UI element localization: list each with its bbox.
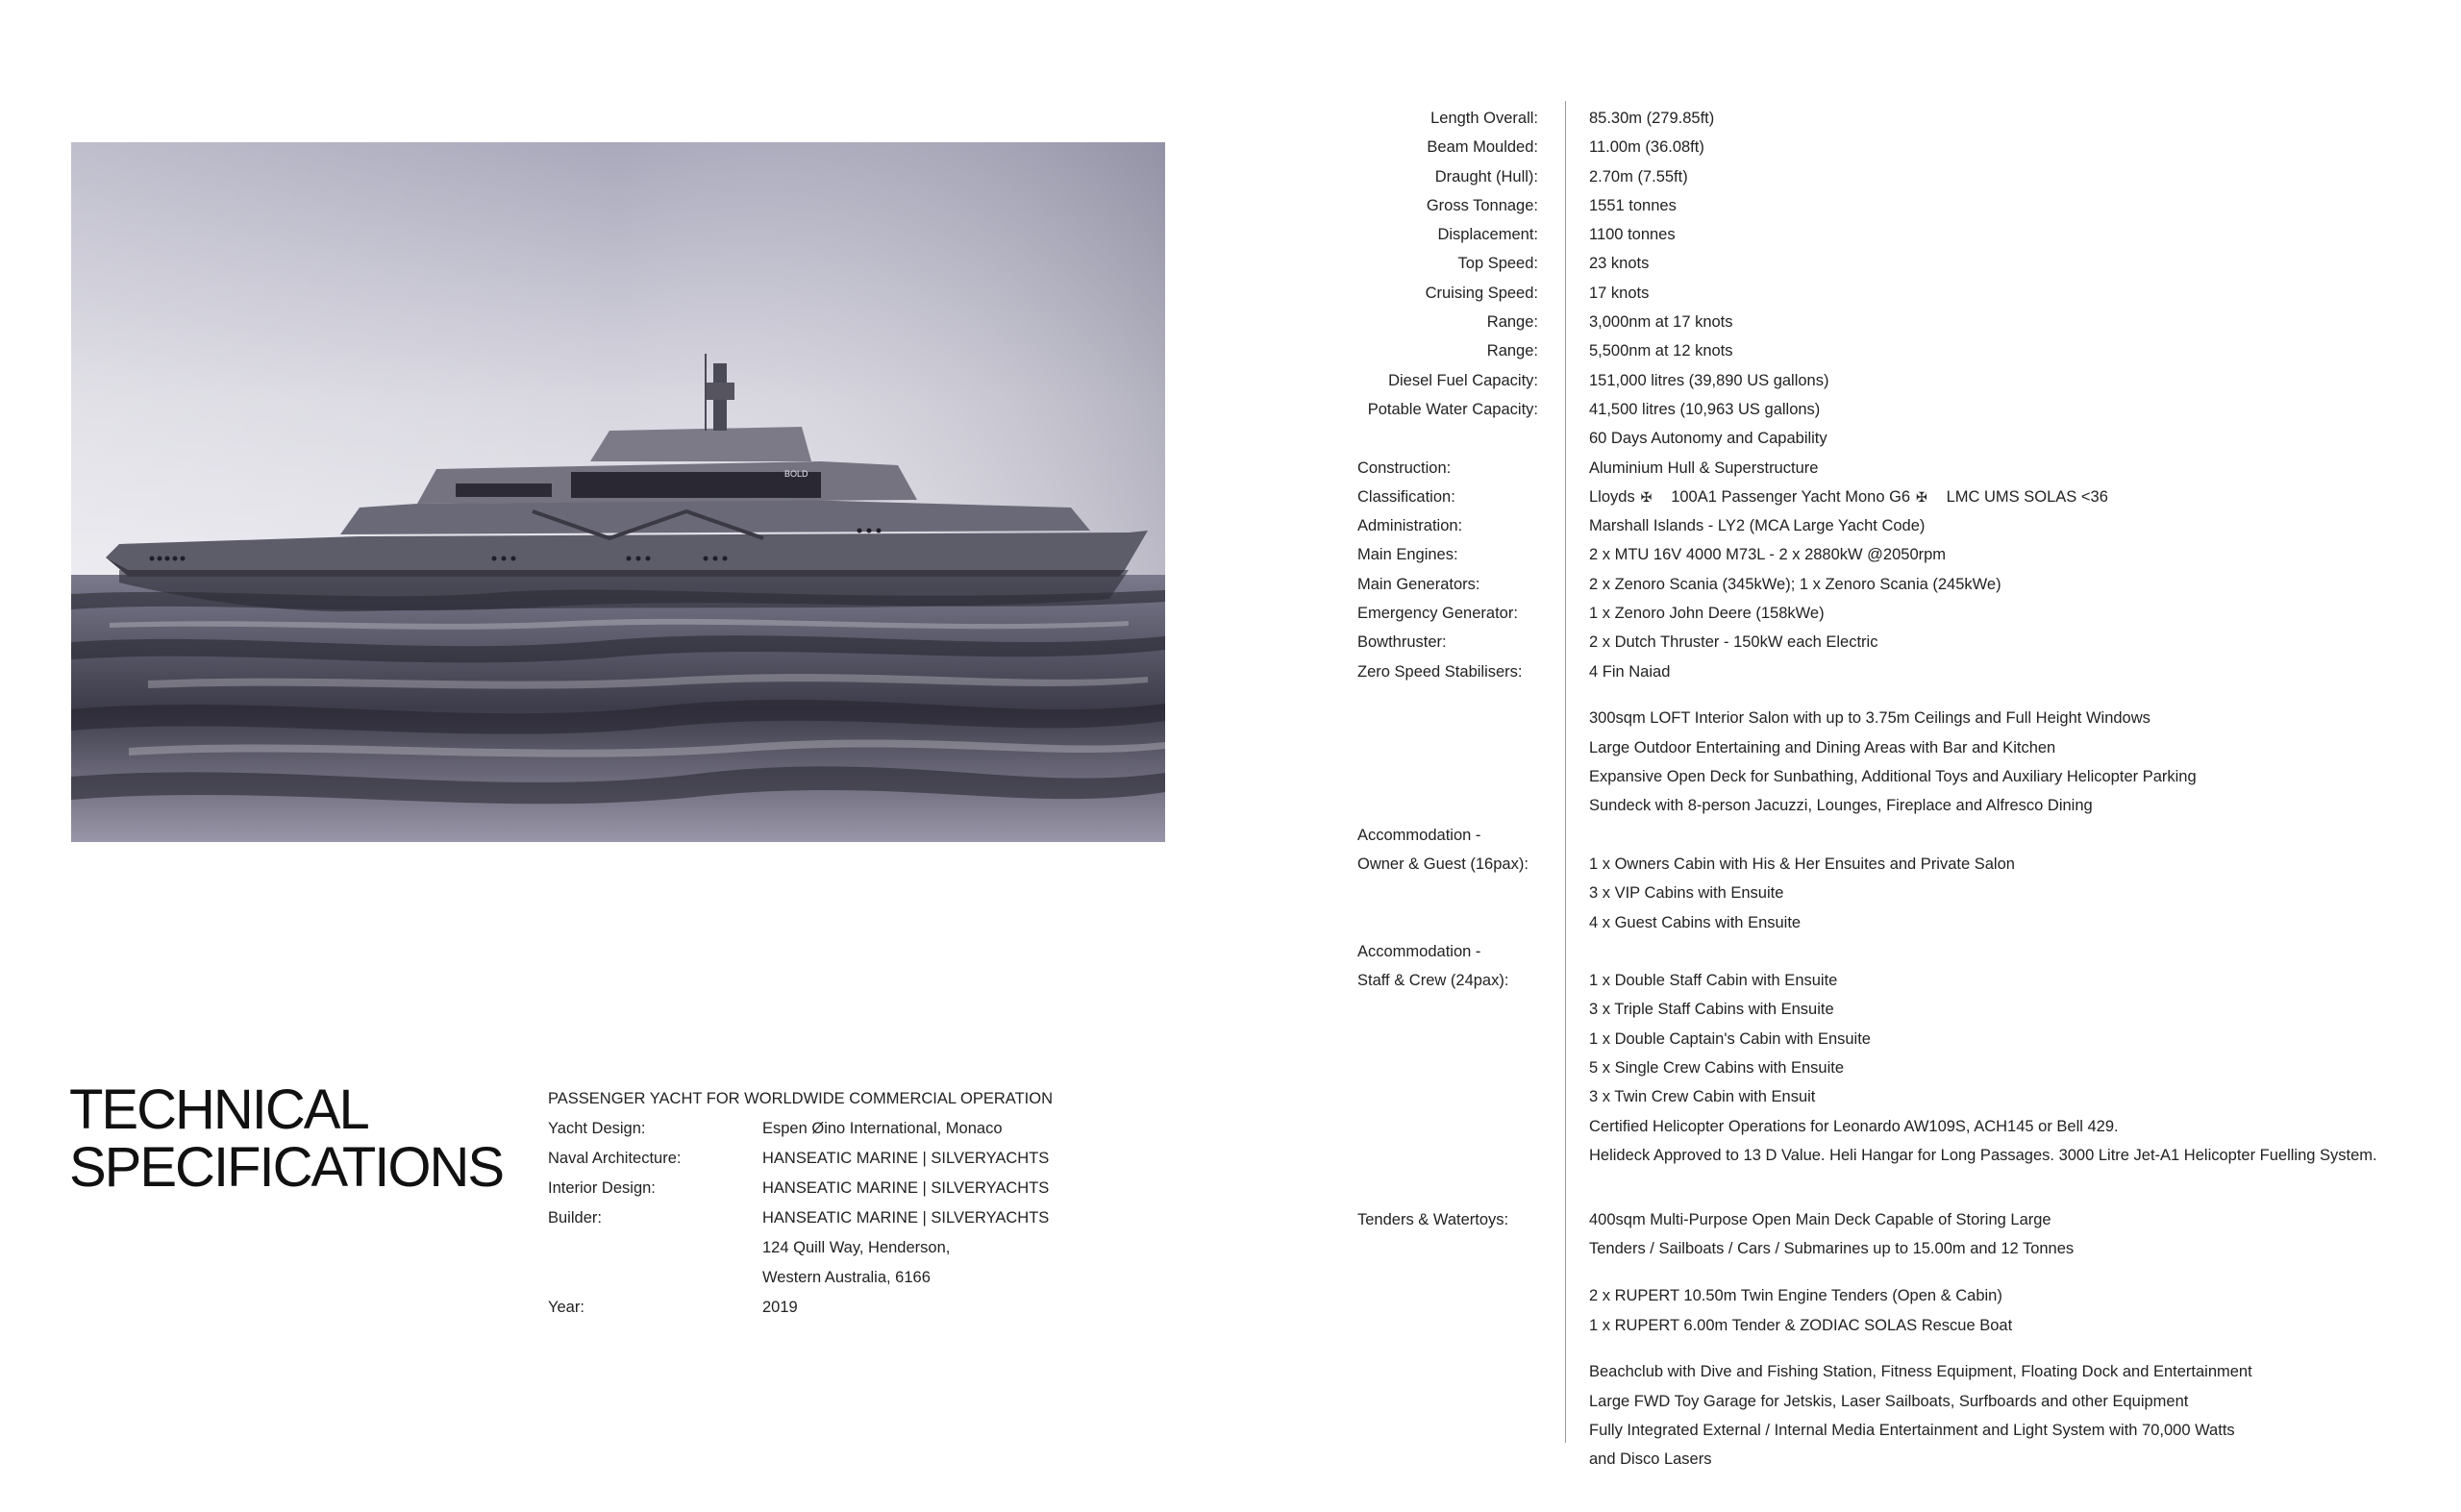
spec-value: 1 x Owners Cabin with His & Her Ensuites and Private Salon: [1589, 855, 2015, 873]
spec-value: Large FWD Toy Garage for Jetskis, Laser Sailboats, Surfboards and other Equipment: [1589, 1392, 2189, 1410]
spec-row: [1357, 429, 2453, 458]
spec-label: Zero Speed Stabilisers:: [1357, 662, 1523, 681]
spec-row: [1357, 575, 2453, 604]
credits-headline: PASSENGER YACHT FOR WORLDWIDE COMMERCIAL OPERATION: [548, 1090, 1054, 1107]
maltese-cross-icon: ✠: [1916, 488, 1927, 505]
spec-value: 5 x Single Crew Cabins with Ensuite: [1589, 1059, 1845, 1077]
spec-row: [1357, 109, 2453, 137]
feature-text: Sundeck with 8-person Jacuzzi, Lounges, Fireplace and Alfresco Dining: [1589, 797, 2093, 815]
credits-row: [548, 1208, 1053, 1238]
spec-value: 4 Fin Naiad: [1589, 662, 1671, 681]
yacht-illustration: [71, 142, 1165, 842]
spacer: [1357, 1193, 2453, 1211]
spec-value: Marshall Islands - LY2 (MCA Large Yacht Code): [1589, 517, 1926, 535]
spec-value: 17 knots: [1589, 284, 1650, 302]
credits-row: [548, 1149, 1053, 1178]
spec-row-classification: [1357, 487, 2453, 516]
spec-label: Administration:: [1357, 517, 1463, 535]
spec-value: 1 x RUPERT 6.00m Tender & ZODIAC SOLAS Rescue Boat: [1589, 1316, 2013, 1334]
spec-label: Accommodation -: [1357, 942, 1481, 960]
spec-value: 1551 tonnes: [1589, 196, 1677, 214]
feature-row: [1357, 796, 2453, 825]
credits-label: Builder:: [548, 1209, 602, 1227]
spec-value: 1 x Zenoro John Deere (158kWe): [1589, 605, 1825, 623]
credits-label: Naval Architecture:: [548, 1150, 682, 1167]
spec-value: 11.00m (36.08ft): [1589, 138, 1704, 157]
spec-value: 400sqm Multi-Purpose Open Main Deck Capable of Storing Large: [1589, 1211, 2051, 1229]
credits-row: [548, 1178, 1053, 1208]
spec-value: 2 x MTU 16V 4000 M73L - 2 x 2880kW @2050rpm: [1589, 546, 1947, 564]
spec-label: Range:: [1486, 313, 1538, 332]
spec-label: Main Generators:: [1357, 575, 1480, 593]
spec-label: Tenders & Watertoys:: [1357, 1211, 1509, 1229]
spec-label: Staff & Crew (24pax):: [1357, 972, 1509, 990]
spec-row: [1357, 1117, 2453, 1146]
feature-row: [1357, 738, 2453, 767]
feature-text: Large Outdoor Entertaining and Dining Areas with Bar and Kitchen: [1589, 738, 2056, 756]
spec-value: Tenders / Sailboats / Cars / Submarines up to 15.00m and 12 Tonnes: [1589, 1240, 2075, 1258]
spec-row: [1357, 341, 2453, 370]
spec-value: Beachclub with Dive and Fishing Station, Fitness Equipment, Floating Dock and Entertainment: [1589, 1363, 2252, 1381]
credits-value: 124 Quill Way, Henderson,: [762, 1239, 951, 1256]
spec-value: 3 x Twin Crew Cabin with Ensuit: [1589, 1088, 1816, 1106]
spec-row: [1357, 371, 2453, 400]
spec-value: 2 x RUPERT 10.50m Twin Engine Tenders (Open & Cabin): [1589, 1287, 2002, 1305]
spec-value: 5,500nm at 12 knots: [1589, 342, 1733, 360]
credits-row: [548, 1119, 1053, 1149]
spec-value: 23 knots: [1589, 255, 1650, 273]
spec-label: Construction:: [1357, 459, 1452, 477]
spec-value: 1 x Double Staff Cabin with Ensuite: [1589, 972, 1838, 990]
feature-text: Expansive Open Deck for Sunbathing, Additional Toys and Auxiliary Helicopter Parking: [1589, 768, 2197, 786]
spec-value: 2 x Dutch Thruster - 150kW each Electric: [1589, 633, 1878, 652]
spec-row: [1357, 1058, 2453, 1087]
spec-value: 2.70m (7.55ft): [1589, 167, 1688, 186]
spacer: [1357, 1269, 2453, 1287]
classification-class: 100A1 Passenger Yacht Mono G6: [1671, 487, 1911, 506]
spec-value: 1100 tonnes: [1589, 226, 1676, 244]
spec-label: Emergency Generator:: [1357, 605, 1518, 623]
spec-value: 4 x Guest Cabins with Ensuite: [1589, 913, 1802, 931]
spec-row: [1357, 459, 2453, 487]
spec-row: [1357, 604, 2453, 632]
classification-lmc: LMC UMS SOLAS <36: [1946, 487, 2108, 506]
spacer: [1357, 1175, 2453, 1193]
spec-label: Displacement:: [1437, 226, 1538, 244]
spec-label: Range:: [1486, 342, 1538, 360]
spec-value: Helideck Approved to 13 D Value. Heli Hangar for Long Passages. 3000 Litre Jet-A1 Helicopter Fuelling System.: [1589, 1146, 2377, 1164]
spec-label: Beam Moulded:: [1427, 138, 1538, 157]
credits-value: 2019: [762, 1299, 798, 1316]
spec-row: [1357, 1029, 2453, 1058]
spec-row: [1357, 1450, 2453, 1478]
classification-lloyds: Lloyds: [1589, 487, 1635, 506]
spec-row: [1357, 1392, 2453, 1421]
spec-label: Owner & Guest (16pax):: [1357, 855, 1529, 873]
spec-value: 3 x VIP Cabins with Ensuite: [1589, 884, 1784, 903]
spec-row: [1357, 883, 2453, 912]
spec-row: [1357, 284, 2453, 312]
credits-label: [548, 1238, 762, 1268]
spacer: [1357, 1345, 2453, 1363]
spec-table: [1357, 109, 2453, 1479]
credits-label: Interior Design:: [548, 1179, 656, 1197]
spec-row: [1357, 1087, 2453, 1116]
spec-value: 1 x Double Captain's Cabin with Ensuite: [1589, 1029, 1871, 1048]
credits-value: HANSEATIC MARINE | SILVERYACHTS: [762, 1150, 1050, 1167]
spec-value: 60 Days Autonomy and Capability: [1589, 430, 1827, 448]
spec-row: [1357, 137, 2453, 166]
credits-value: HANSEATIC MARINE | SILVERYACHTS: [762, 1179, 1050, 1197]
hull-name: BOLD: [784, 469, 808, 479]
credits-block: [548, 1089, 1053, 1327]
spec-label: Length Overall:: [1430, 110, 1538, 127]
credits-label: [548, 1268, 762, 1298]
spec-row: [1357, 632, 2453, 661]
feature-row: [1357, 767, 2453, 796]
spec-label: Gross Tonnage:: [1426, 196, 1538, 214]
spec-row: [1357, 1146, 2453, 1175]
feature-text: 300sqm LOFT Interior Salon with up to 3.75m Ceilings and Full Height Windows: [1589, 709, 2150, 728]
spec-row: [1357, 545, 2453, 574]
spec-label: Diesel Fuel Capacity:: [1388, 371, 1538, 389]
credits-row: [548, 1298, 1053, 1327]
spec-value: 85.30m (279.85ft): [1589, 110, 1715, 127]
classification-value: [1589, 487, 2108, 507]
spec-value: Aluminium Hull & Superstructure: [1589, 459, 1819, 477]
spec-row: [1357, 516, 2453, 545]
spec-row: [1357, 1239, 2453, 1268]
spec-value: 151,000 litres (39,890 US gallons): [1589, 371, 1829, 389]
spec-row: [1357, 971, 2453, 1000]
credits-value: Western Australia, 6166: [762, 1269, 931, 1286]
spec-value: 3,000nm at 17 knots: [1589, 313, 1733, 332]
spec-value: Fully Integrated External / Internal Media Entertainment and Light System with 70,000 Watts: [1589, 1421, 2235, 1439]
spec-row: [1357, 196, 2453, 225]
yacht-photo: [71, 142, 1165, 842]
spec-row: [1357, 1286, 2453, 1315]
spec-row: [1357, 1421, 2453, 1450]
title-line-2: SPECIFICATIONS: [69, 1136, 504, 1199]
spec-value: 2 x Zenoro Scania (345kWe); 1 x Zenoro Scania (245kWe): [1589, 575, 2001, 593]
spec-label: Main Engines:: [1357, 546, 1458, 564]
title-line-1: TECHNICAL: [69, 1078, 368, 1141]
credits-label: Yacht Design:: [548, 1120, 646, 1137]
spec-row: [1357, 913, 2453, 942]
spec-row: [1357, 225, 2453, 254]
spec-value: 41,500 litres (10,963 US gallons): [1589, 400, 1821, 418]
credits-value: Espen Øino International, Monaco: [762, 1120, 1003, 1137]
spec-row: [1357, 312, 2453, 341]
spec-row: [1357, 1362, 2453, 1391]
credits-label: Year:: [548, 1299, 584, 1316]
spec-row: [1357, 254, 2453, 283]
spec-row: [1357, 167, 2453, 196]
spec-label: Accommodation -: [1357, 826, 1481, 844]
credits-row: [548, 1268, 1053, 1298]
spec-label: Top Speed:: [1457, 255, 1538, 273]
feature-row: [1357, 708, 2453, 737]
spec-label: Bowthruster:: [1357, 633, 1447, 652]
spec-value: Certified Helicopter Operations for Leonardo AW109S, ACH145 or Bell 429.: [1589, 1117, 2119, 1135]
spec-row: [1357, 662, 2453, 691]
accommodation-crew-heading: [1357, 942, 2453, 971]
spec-value: 3 x Triple Staff Cabins with Ensuite: [1589, 1001, 1834, 1019]
spec-label: Draught (Hull):: [1434, 167, 1538, 186]
spec-row: [1357, 400, 2453, 429]
spec-row: [1357, 1000, 2453, 1029]
accommodation-owner-heading: [1357, 826, 2453, 855]
page-title: [69, 1078, 504, 1199]
spec-row: [1357, 1210, 2453, 1239]
credits-row: [548, 1238, 1053, 1268]
spec-label: Classification:: [1357, 487, 1455, 506]
spec-label: Cruising Speed:: [1425, 284, 1538, 302]
spec-row: [1357, 855, 2453, 883]
spacer: [1357, 691, 2453, 709]
credits-value: HANSEATIC MARINE | SILVERYACHTS: [762, 1209, 1050, 1227]
maltese-cross-icon: ✠: [1640, 488, 1653, 505]
spec-label: Potable Water Capacity:: [1367, 400, 1538, 418]
spec-row: [1357, 1316, 2453, 1345]
spec-value: and Disco Lasers: [1589, 1450, 1712, 1469]
